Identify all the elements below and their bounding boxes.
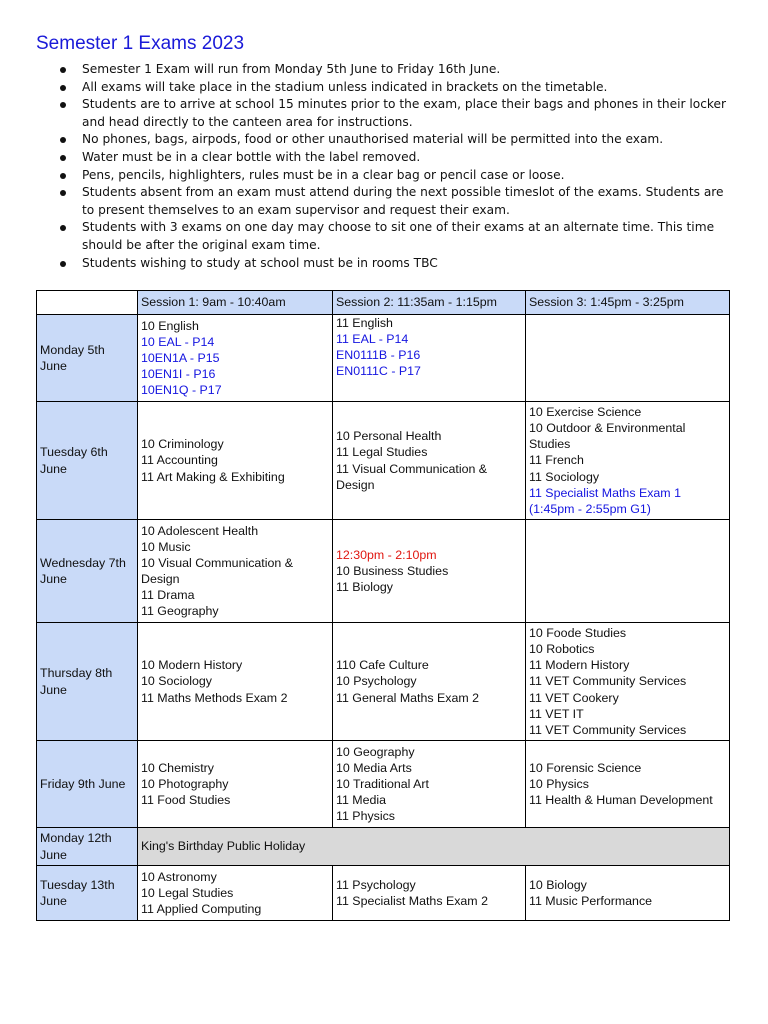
subject: 11 Applied Computing [141,902,262,917]
instruction-item [56,255,736,273]
subject: EN0111C - P17 [336,364,421,379]
bullet-icon [60,137,66,143]
session-3-cell [526,520,730,623]
subject: 11 EAL - P14 [336,332,409,347]
day-cell: Thursday 8th June [37,623,138,741]
day-cell: Friday 9th June [37,741,138,828]
subject: 11 Visual Communication & Design [336,461,488,492]
subject: 11 Geography [141,604,219,619]
subject: EN0111B - P16 [336,348,421,363]
bullet-icon [60,155,66,161]
day-cell: Monday 12th June [37,828,138,866]
session-1-cell [138,741,333,828]
bullet-icon [60,190,66,196]
subject: 11 VET Cookery [529,690,619,705]
header-session-2: Session 2: 11:35am - 1:15pm [333,291,526,315]
session-1-cell [138,520,333,623]
subject: 11 Health & Human Development [529,793,713,808]
bullet-icon [60,173,66,179]
instruction-item [56,184,736,219]
subject: 10EN1I - P16 [141,367,216,382]
day-cell: Wednesday 7th June [37,520,138,623]
table-row [37,402,730,520]
instruction-text: No phones, bags, airpods, food or other unauthorised material will be permitted into the exam. [82,132,664,147]
instruction-text: Students wishing to study at school must be in rooms TBC [82,255,438,270]
subject: 10 Legal Studies [141,885,234,900]
subject: 11 Media [336,793,387,808]
subject: 10 Sociology [141,674,212,689]
bullet-icon [60,67,66,73]
subject: 11 English [336,316,393,330]
subject: 10 Geography [336,744,415,759]
instruction-item [56,149,736,167]
subject: 11 Art Making & Exhibiting [141,469,285,484]
header-session-3: Session 3: 1:45pm - 3:25pm [526,291,730,315]
subject: 10 Outdoor & Environmental Studies [529,421,686,452]
table-row [37,741,730,828]
instruction-text: All exams will take place in the stadium unless indicated in brackets on the timetable. [82,79,608,94]
table-header-row [37,291,730,315]
table-row [37,866,730,921]
subject: 10 Robotics [529,642,595,657]
subject: 11 Modern History [529,658,630,673]
subject: 10 Media Arts [336,760,412,775]
subject: 10 Exercise Science [529,405,642,420]
instruction-text: Students with 3 exams on one day may choose to sit one of their exams at an alternate time. This time should be after the original exam time. [82,220,715,252]
subject: 11 Biology [336,580,393,595]
session-2-cell [333,315,526,402]
bullet-icon [60,225,66,231]
instruction-item [56,167,736,185]
subject: 11 Maths Methods Exam 2 [141,690,288,705]
table-row-holiday [37,828,730,866]
subject: 10 Foode Studies [529,626,627,641]
subject: 11 Sociology [529,469,600,484]
subject: 10 EAL - P14 [141,334,215,349]
instruction-text: Semester 1 Exam will run from Monday 5th June to Friday 16th June. [82,62,501,76]
instructions-list [56,61,736,272]
table-row [37,520,730,623]
bullet-icon [60,102,66,108]
session-1-cell [138,623,333,741]
subject: 10 Psychology [336,674,417,689]
subject: 10 Traditional Art [336,776,429,791]
subject: 11 Food Studies [141,793,231,808]
table-row [37,623,730,741]
subject: 11 VET IT [529,706,584,721]
session-2-cell [333,623,526,741]
instruction-text: Students absent from an exam must attend during the next possible timeslot of the exams. Students are to present themselves to an exam supervisor and request their exam. [82,185,724,217]
instruction-text: Pens, pencils, highlighters, rules must be in a clear bag or pencil case or loose. [82,167,565,182]
subject: 10 Business Studies [336,563,449,578]
subject: 11 Drama [141,588,195,603]
subject: 11 Psychology [336,877,416,892]
subject: 10 English [141,318,199,333]
subject: 11 VET Community Services [529,722,687,737]
subject: 10EN1A - P15 [141,350,220,365]
subject: 11 Music Performance [529,894,653,908]
subject: 11 French [529,453,584,468]
subject: 10 Biology [529,877,587,892]
subject: 10EN1Q - P17 [141,383,222,398]
subject: 11 Legal Studies [336,445,428,460]
subject: 10 Music [141,539,191,554]
table-row [37,315,730,402]
subject: 110 Cafe Culture [336,658,429,673]
header-empty-cell [37,291,138,315]
subject: 10 Forensic Science [529,760,642,775]
holiday-cell: King's Birthday Public Holiday [138,828,730,866]
instruction-item [56,79,736,97]
subject: 10 Adolescent Health [141,523,259,538]
header-session-1: Session 1: 9am - 10:40am [138,291,333,315]
instruction-text: Students are to arrive at school 15 minutes prior to the exam, place their bags and phones in their locker and head directly to the canteen area for instructions. [82,97,727,129]
session-2-cell [333,866,526,921]
session-3-cell [526,315,730,402]
subject: 10 Chemistry [141,760,214,775]
session-3-cell [526,623,730,741]
page-title: Semester 1 Exams 2023 [36,33,245,54]
time-note: 12:30pm - 2:10pm [336,547,437,562]
bullet-icon [60,261,66,267]
instruction-text: Water must be in a clear bottle with the label removed. [82,149,421,164]
instruction-item [56,219,736,254]
subject: 11 Accounting [141,453,218,468]
session-1-cell [138,315,333,402]
session-2-cell [333,402,526,520]
subject: 10 Criminology [141,437,224,452]
day-cell: Monday 5th June [37,315,138,402]
instruction-item [56,61,736,79]
subject: 11 VET Community Services [529,674,687,689]
session-3-cell [526,741,730,828]
instruction-item [56,96,736,131]
subject: 10 Physics [529,776,589,791]
session-2-cell [333,520,526,623]
subject: 11 Physics [336,809,395,824]
subject: 10 Personal Health [336,429,442,444]
exam-timetable [36,290,730,921]
instruction-item [56,131,736,149]
subject: 11 Specialist Maths Exam 2 [336,894,488,908]
session-3-cell [526,866,730,921]
subject: (1:45pm - 2:55pm G1) [529,501,651,516]
session-2-cell [333,741,526,828]
subject: 11 General Maths Exam 2 [336,690,480,705]
subject: 10 Visual Communication & Design [141,555,293,586]
day-cell: Tuesday 13th June [37,866,138,921]
subject: 10 Photography [141,776,229,791]
session-1-cell [138,402,333,520]
day-cell: Tuesday 6th June [37,402,138,520]
subject: 11 Specialist Maths Exam 1 [529,485,681,500]
session-3-cell [526,402,730,520]
session-1-cell [138,866,333,921]
bullet-icon [60,85,66,91]
subject: 10 Astronomy [141,869,217,884]
subject: 10 Modern History [141,658,243,673]
